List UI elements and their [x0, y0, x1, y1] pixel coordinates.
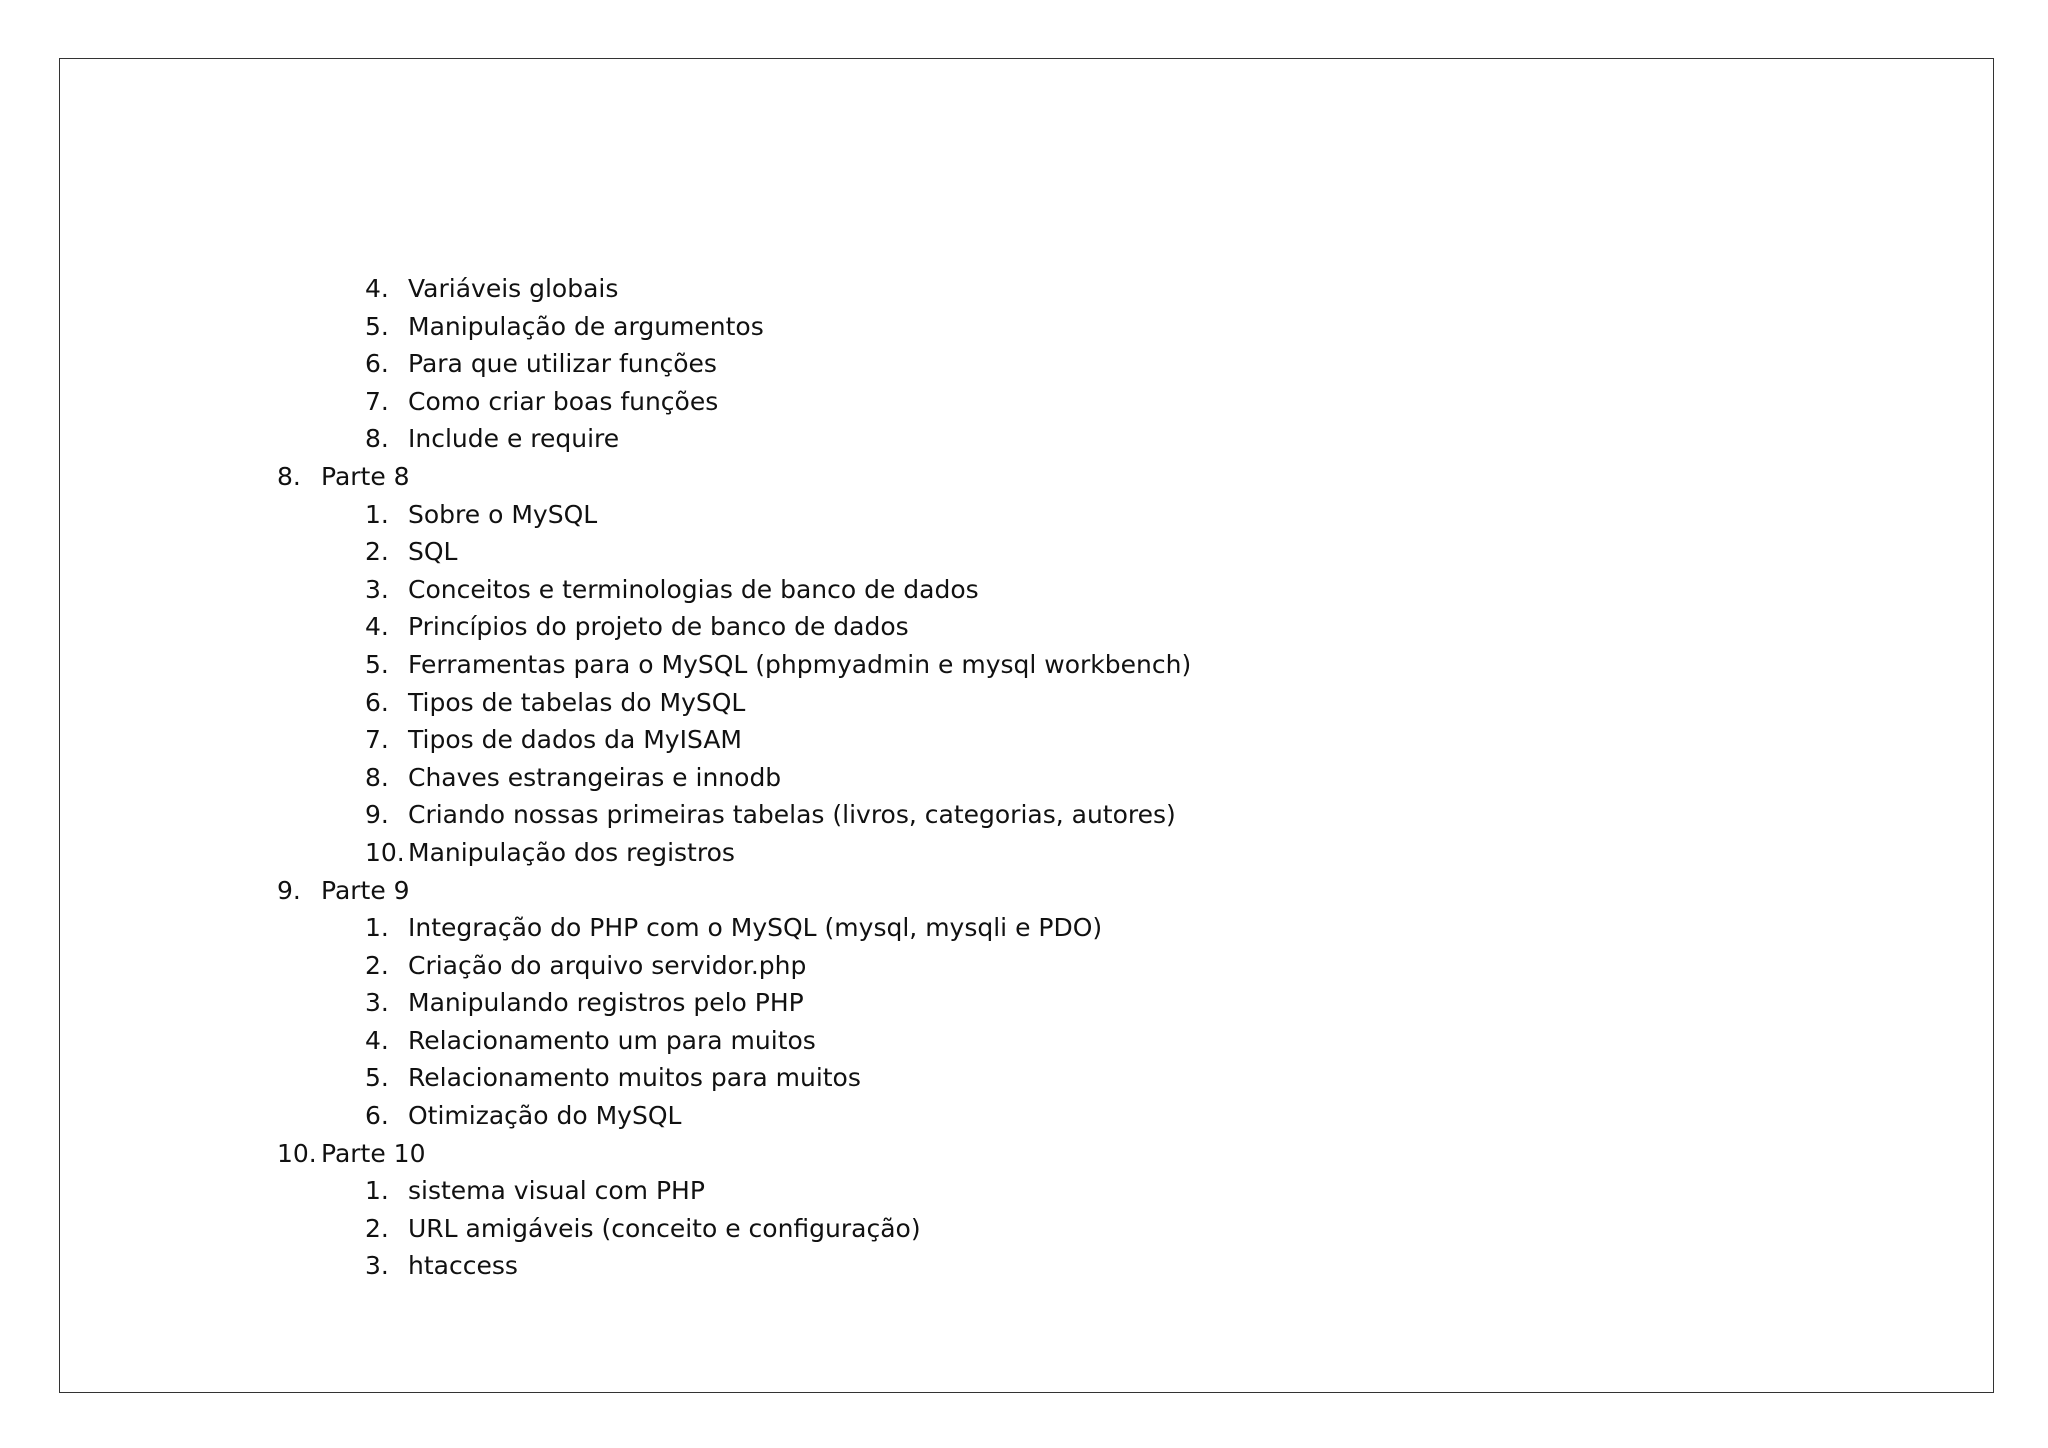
list-number: 8. [277, 461, 301, 491]
list-number: 10. [277, 1138, 317, 1168]
list-item-text: Tipos de dados da MyISAM [408, 725, 742, 755]
course-outline-list [60, 270, 1993, 1285]
outline-subitem [60, 270, 1993, 308]
outline-subitem [60, 571, 1993, 609]
list-number: 3. [365, 988, 389, 1018]
list-number: 9. [365, 800, 389, 830]
list-item-text: SQL [408, 537, 458, 567]
list-item-text: Como criar boas funções [408, 386, 719, 416]
outline-subitem [60, 420, 1993, 458]
list-number: 3. [365, 1251, 389, 1281]
outline-subitem [60, 345, 1993, 383]
outline-section-item [60, 1135, 1993, 1173]
list-number: 2. [365, 537, 389, 567]
outline-subitem [60, 608, 1993, 646]
list-item-text: Variáveis globais [408, 274, 619, 303]
list-number: 3. [365, 574, 389, 604]
outline-subitem [60, 1059, 1993, 1097]
list-number: 7. [365, 386, 389, 416]
list-item-text: sistema visual com PHP [408, 1176, 705, 1206]
list-item-text: Conceitos e terminologias de banco de dados [408, 574, 979, 604]
list-item-text: Manipulando registros pelo PHP [408, 988, 804, 1018]
list-item-text: Relacionamento muitos para muitos [408, 1063, 861, 1093]
outline-subitem [60, 834, 1993, 872]
outline-section-item [60, 872, 1993, 910]
outline-section-item [60, 458, 1993, 496]
list-item-text: Manipulação de argumentos [408, 311, 764, 341]
outline-subitem [60, 796, 1993, 834]
list-number: 4. [365, 274, 389, 303]
outline-subitem [60, 947, 1993, 985]
list-number: 5. [365, 311, 389, 341]
list-number: 6. [365, 687, 389, 717]
list-item-text: URL amigáveis (conceito e configuração) [408, 1213, 921, 1243]
list-number: 4. [365, 1025, 389, 1055]
outline-subitem [60, 1247, 1993, 1285]
list-item-text: Parte 8 [321, 461, 410, 491]
list-item-text: Criação do arquivo servidor.php [408, 950, 807, 980]
list-item-text: Criando nossas primeiras tabelas (livros, categorias, autores) [408, 800, 1176, 830]
outline-subitem [60, 308, 1993, 346]
outline-subitem [60, 1172, 1993, 1210]
list-item-text: Sobre o MySQL [408, 499, 598, 529]
outline-subitem [60, 646, 1993, 684]
list-number: 8. [365, 424, 389, 454]
outline-subitem [60, 533, 1993, 571]
list-item-text: Otimização do MySQL [408, 1101, 682, 1131]
list-number: 1. [365, 913, 389, 943]
list-item-text: Princípios do projeto de banco de dados [408, 612, 909, 642]
outline-subitem [60, 1097, 1993, 1135]
list-item-text: Include e require [408, 424, 620, 454]
list-number: 9. [277, 875, 301, 905]
list-number: 2. [365, 1213, 389, 1243]
list-number: 7. [365, 725, 389, 755]
list-item-text: htaccess [408, 1251, 518, 1281]
outline-subitem [60, 721, 1993, 759]
outline-subitem [60, 1022, 1993, 1060]
list-number: 2. [365, 950, 389, 980]
list-item-text: Integração do PHP com o MySQL (mysql, mysqli e PDO) [408, 913, 1103, 943]
list-number: 6. [365, 1101, 389, 1131]
list-number: 5. [365, 1063, 389, 1093]
list-item-text: Manipulação dos registros [408, 837, 735, 867]
list-number: 1. [365, 499, 389, 529]
list-item-text: Parte 9 [321, 875, 410, 905]
outline-subitem [60, 1210, 1993, 1248]
outline-subitem [60, 496, 1993, 534]
list-item-text: Parte 10 [321, 1138, 426, 1168]
list-item-text: Relacionamento um para muitos [408, 1025, 816, 1055]
outline-subitem [60, 759, 1993, 797]
list-number: 6. [365, 349, 389, 379]
list-number: 8. [365, 762, 389, 792]
list-item-text: Ferramentas para o MySQL (phpmyadmin e mysql workbench) [408, 649, 1192, 679]
outline-subitem [60, 383, 1993, 421]
outline-subitem [60, 984, 1993, 1022]
list-number: 1. [365, 1176, 389, 1206]
list-number: 4. [365, 612, 389, 642]
list-item-text: Para que utilizar funções [408, 349, 717, 379]
list-item-text: Tipos de tabelas do MySQL [408, 687, 746, 717]
outline-subitem [60, 909, 1993, 947]
page-frame [59, 58, 1994, 1393]
list-item-text: Chaves estrangeiras e innodb [408, 762, 782, 792]
outline-subitem [60, 684, 1993, 722]
list-number: 5. [365, 649, 389, 679]
list-number: 10. [365, 837, 405, 867]
